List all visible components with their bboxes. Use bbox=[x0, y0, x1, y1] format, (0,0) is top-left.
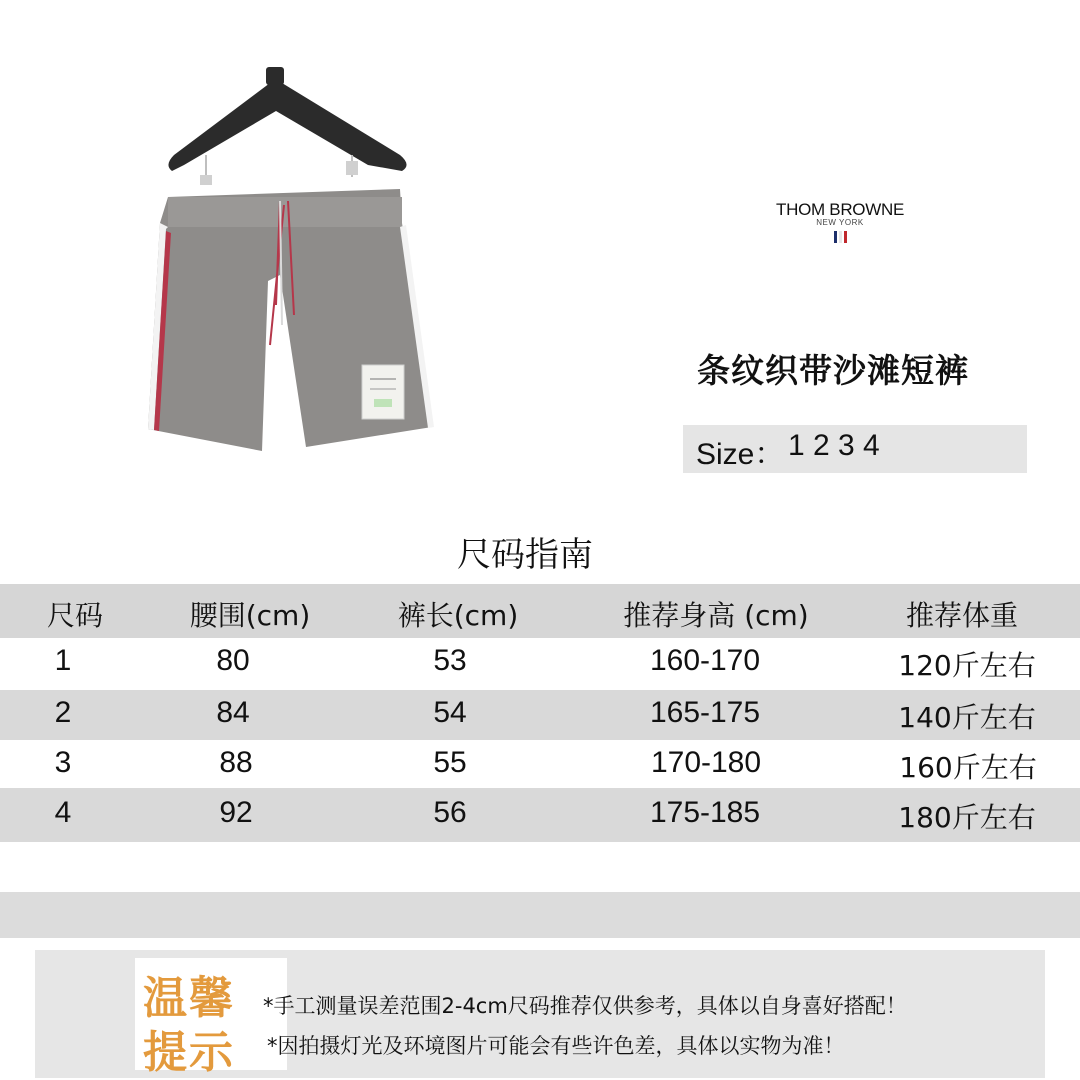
cell-size: 2 bbox=[54, 696, 72, 729]
cell-size: 4 bbox=[54, 796, 72, 829]
notice-line-measurement: *手工测量误差范围2-4cm尺码推荐仅供参考，具体以自身喜好搭配！ bbox=[263, 994, 907, 1018]
cell-waist: 80 bbox=[216, 644, 250, 677]
header-weight: 推荐体重 bbox=[905, 599, 1019, 632]
shorts-image bbox=[148, 189, 434, 451]
cell-length: 56 bbox=[433, 796, 467, 829]
header-waist: 腰围(cm) bbox=[189, 599, 311, 632]
table-header-row bbox=[0, 584, 1080, 638]
size-bar bbox=[683, 425, 1027, 473]
table-row bbox=[0, 690, 1080, 740]
cell-waist: 92 bbox=[219, 796, 253, 829]
cell-length: 54 bbox=[433, 696, 467, 729]
header-height: 推荐身高 (cm) bbox=[623, 599, 809, 632]
cell-weight: 180斤左右 bbox=[898, 801, 1036, 834]
cell-weight: 140斤左右 bbox=[898, 701, 1036, 734]
brand-sub: NEW YORK bbox=[816, 218, 864, 227]
hanger-icon bbox=[168, 67, 406, 185]
table-row bbox=[0, 638, 1080, 690]
cell-height: 160-170 bbox=[649, 644, 761, 677]
cell-height: 170-180 bbox=[650, 746, 762, 779]
size-table bbox=[0, 584, 1080, 842]
notice-badge-line1: 温馨 bbox=[143, 973, 235, 1024]
cell-waist: 84 bbox=[216, 696, 250, 729]
size-values: 1 2 3 4 bbox=[788, 429, 880, 462]
cell-size: 1 bbox=[54, 644, 72, 677]
flag-icon bbox=[760, 231, 920, 243]
notice-badge-line2: 提示 bbox=[143, 1027, 235, 1078]
cell-size: 3 bbox=[54, 746, 72, 779]
cell-weight: 120斤左右 bbox=[898, 649, 1036, 682]
brand-name: THOM BROWNE bbox=[776, 200, 904, 219]
header-size: 尺码 bbox=[46, 599, 104, 632]
brand-logo bbox=[760, 200, 920, 243]
divider-band bbox=[0, 892, 1080, 938]
table-row bbox=[0, 740, 1080, 788]
cell-height: 165-175 bbox=[649, 696, 761, 729]
header-length: 裤长(cm) bbox=[397, 599, 519, 632]
cell-weight: 160斤左右 bbox=[899, 751, 1037, 784]
notice-panel bbox=[35, 950, 1045, 1078]
product-title: 条纹织带沙滩短裤 bbox=[697, 351, 969, 390]
cell-length: 55 bbox=[433, 746, 467, 779]
notice-line-color: *因拍摄灯光及环境图片可能会有些许色差，具体以实物为准！ bbox=[267, 1034, 845, 1058]
cell-waist: 88 bbox=[219, 746, 253, 779]
product-photo bbox=[130, 55, 450, 465]
cell-length: 53 bbox=[433, 644, 467, 677]
size-label: Size： bbox=[696, 438, 785, 471]
cell-height: 175-185 bbox=[649, 796, 761, 829]
table-row bbox=[0, 788, 1080, 842]
size-guide-title: 尺码指南 bbox=[457, 535, 593, 575]
